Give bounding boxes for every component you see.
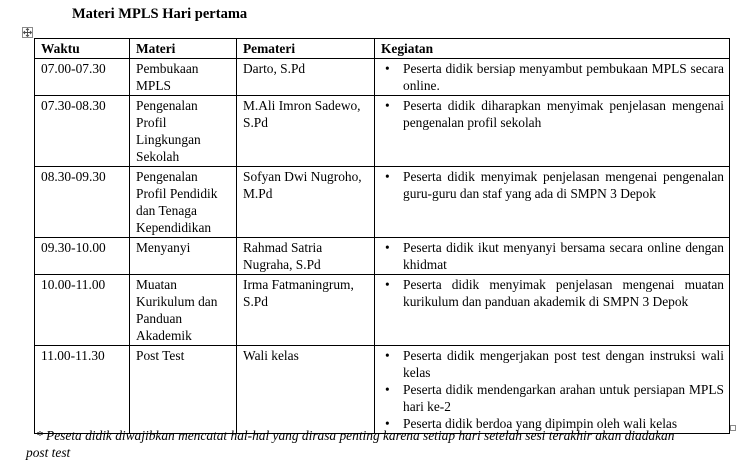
header-pemateri: Pemateri bbox=[237, 39, 375, 59]
schedule-table bbox=[34, 38, 730, 434]
bullet-icon: • bbox=[385, 61, 390, 76]
kegiatan-item: • Peserta didik menyimak penjelasan mengenai pengenalan guru-guru dan staf yang ada di SMPN 3 Depok bbox=[385, 169, 724, 201]
cell-materi: Post Test bbox=[130, 346, 237, 434]
cell-pemateri: M.Ali Imron Sadewo, S.Pd bbox=[237, 96, 375, 167]
kegiatan-item: • Peserta didik bersiap menyambut pembukaan MPLS secara online. bbox=[385, 61, 724, 93]
header-waktu: Waktu bbox=[35, 39, 130, 59]
footnote bbox=[26, 427, 738, 461]
kegiatan-item: • Peserta didik diharapkan menyimak penjelasan mengenai pengenalan profil sekolah bbox=[385, 98, 724, 130]
cell-materi: Muatan Kurikulum dan Panduan Akademik bbox=[130, 275, 237, 346]
kegiatan-item: • Peserta didik berdoa yang dipimpin oleh wali kelas bbox=[385, 416, 678, 431]
cell-pemateri: Sofyan Dwi Nugroho, M.Pd bbox=[237, 167, 375, 238]
table-row bbox=[35, 167, 730, 238]
bullet-icon: • bbox=[385, 98, 390, 113]
cell-materi: Pengenalan Profil Pendidik dan Tenaga Kependidikan bbox=[130, 167, 237, 238]
kegiatan-list bbox=[381, 276, 724, 310]
bullet-icon: • bbox=[385, 277, 390, 292]
bullet-icon: • bbox=[385, 382, 390, 397]
cell-waktu: 08.30-09.30 bbox=[35, 167, 130, 238]
cell-kegiatan bbox=[375, 96, 730, 167]
table-row bbox=[35, 59, 730, 96]
table-row bbox=[35, 346, 730, 434]
table-header-row bbox=[35, 39, 730, 59]
cell-waktu: 07.30-08.30 bbox=[35, 96, 130, 167]
table-row bbox=[35, 238, 730, 275]
cell-waktu: 07.00-07.30 bbox=[35, 59, 130, 96]
cell-kegiatan bbox=[375, 275, 730, 346]
kegiatan-item: • Peserta didik mengerjakan post test dengan instruksi wali kelas bbox=[385, 348, 724, 380]
kegiatan-list bbox=[381, 97, 724, 131]
document-title: Materi MPLS Hari pertama bbox=[72, 6, 248, 22]
cell-materi: Pembukaan MPLS bbox=[130, 59, 237, 96]
cell-materi: Menyanyi bbox=[130, 238, 237, 275]
kegiatan-item: • Peserta didik menyimak penjelasan mengenai muatan kurikulum dan panduan akademik di SMPN 3 Depok bbox=[385, 277, 724, 309]
cell-kegiatan bbox=[375, 238, 730, 275]
bullet-icon: • bbox=[385, 240, 390, 255]
kegiatan-list bbox=[381, 60, 724, 94]
header-materi: Materi bbox=[130, 39, 237, 59]
table-row bbox=[35, 275, 730, 346]
table-row bbox=[35, 96, 730, 167]
cell-waktu: 11.00-11.30 bbox=[35, 346, 130, 434]
cell-kegiatan bbox=[375, 167, 730, 238]
bullet-icon: • bbox=[385, 169, 390, 184]
kegiatan-list bbox=[381, 239, 724, 273]
bullet-icon: • bbox=[385, 348, 390, 363]
cell-waktu: 10.00-11.00 bbox=[35, 275, 130, 346]
kegiatan-item: • Peserta didik ikut menyanyi bersama secara online dengan khidmat bbox=[385, 240, 724, 272]
cell-pemateri: Wali kelas bbox=[237, 346, 375, 434]
cell-pemateri: Darto, S.Pd bbox=[237, 59, 375, 96]
cell-pemateri: Irma Fatmaningrum, S.Pd bbox=[237, 275, 375, 346]
kegiatan-list bbox=[381, 168, 724, 202]
kegiatan-list bbox=[381, 347, 724, 432]
bullet-icon: • bbox=[385, 416, 390, 431]
cell-waktu: 09.30-10.00 bbox=[35, 238, 130, 275]
cell-kegiatan bbox=[375, 59, 730, 96]
cell-materi: Pengenalan Profil Lingkungan Sekolah bbox=[130, 96, 237, 167]
footnote-line-2: post test bbox=[26, 445, 71, 460]
footnote-line-1: * Peseta didik diwajibkan mencatat hal-hal yang dirasa penting karena setiap hari setelah sesi terakhir akan diadakan bbox=[36, 428, 675, 443]
header-kegiatan: Kegiatan bbox=[375, 39, 730, 59]
kegiatan-item: • Peserta didik mendengarkan arahan untuk persiapan MPLS hari ke-2 bbox=[385, 382, 724, 414]
cell-kegiatan bbox=[375, 346, 730, 434]
table-move-handle-icon[interactable] bbox=[22, 27, 33, 38]
cell-pemateri: Rahmad Satria Nugraha, S.Pd bbox=[237, 238, 375, 275]
